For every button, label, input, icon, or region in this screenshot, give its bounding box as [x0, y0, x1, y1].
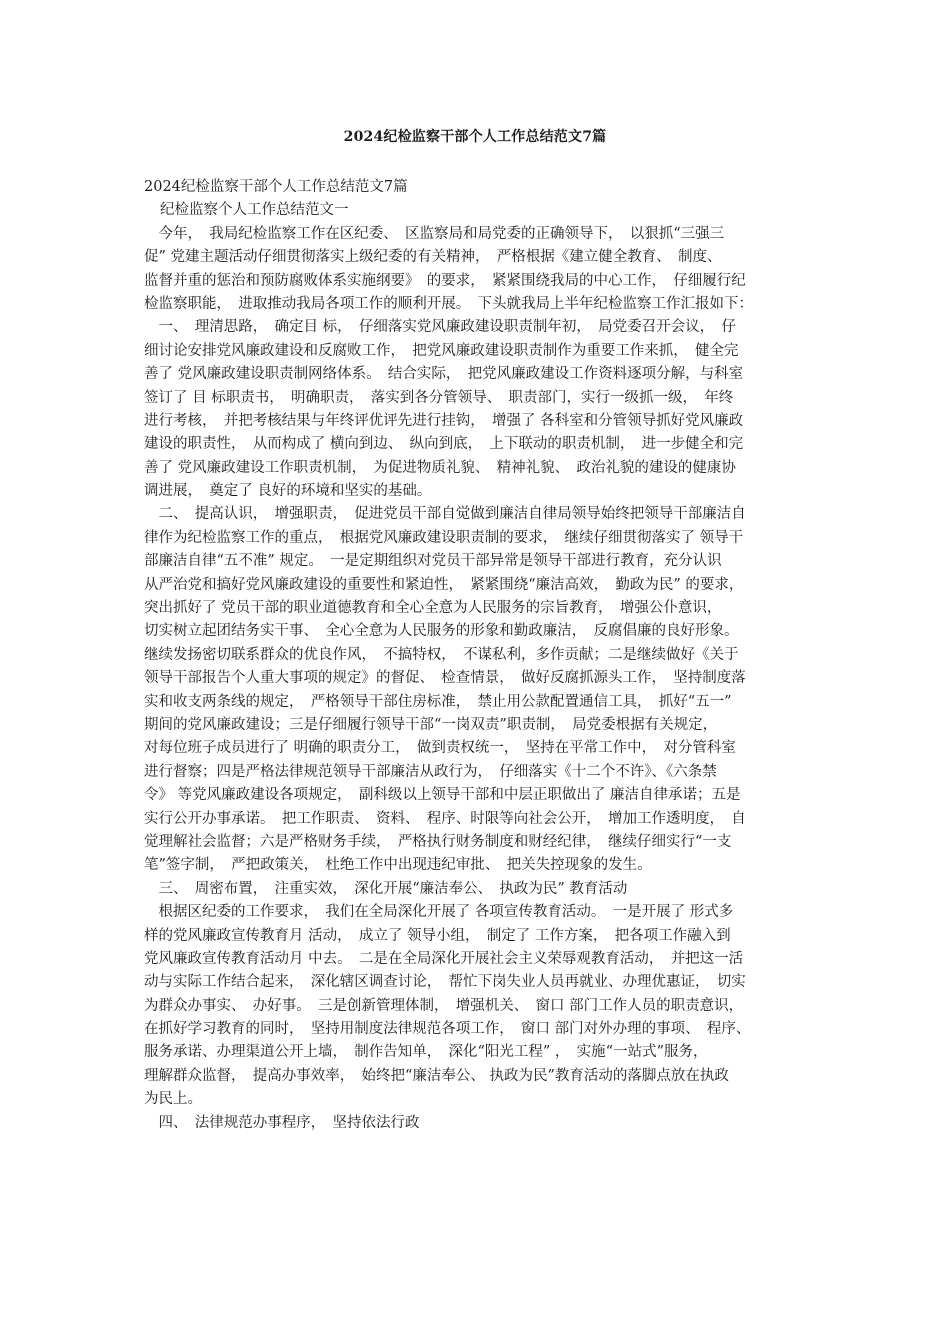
text-line: 一、 理清思路， 确定目 标， 仔细落实党风廉政建设职责制年初， 局党委召开会议， 仔: [144, 319, 736, 336]
text-line: 领导干部报告个人重大事项的规定》的督促、 检查情景， 做好反腐抓源头工作， 坚持制度落: [144, 670, 746, 687]
text-line: 今年， 我局纪检监察工作在区纪委、 区监察局和局党委的正确领导下， 以狠抓“三强三: [144, 225, 725, 242]
text-line: 从严治党和搞好党风廉政建设的重要性和紧迫性， 紧紧围绕“廉洁高效， 勤政为民” 的要求，: [144, 576, 744, 593]
text-line: 部廉洁自律“五不准” 规定。 一是定期组织对党员干部异常是领导干部进行教育，充分认识: [144, 553, 722, 570]
text-line: 签订了 目 标职责书， 明确职责， 落实到各分管领导、 职责部门，实行一级抓一级， 年终: [144, 389, 734, 406]
document-heading: 2024纪检监察干部个人工作总结范文7篇: [144, 179, 408, 195]
text-line: 四、 法律规范办事程序， 坚持依法行政: [144, 1114, 420, 1131]
text-line: 令》 等党风廉政建设各项规定， 副科级以上领导干部和中层正职做出了 廉洁自律承诺；五是: [144, 787, 741, 804]
text-line: 建设的职责性， 从而构成了 横向到边、 纵向到底， 上下联动的职责机制， 进一步健全和完: [144, 436, 744, 453]
text-line: 党风廉政宣传教育活动月 中去。 二是在全局深化开展社会主义荣辱观教育活动， 并把这一活: [144, 950, 744, 967]
text-line: 律作为纪检监察工作的重点， 根据党风廉政建设职责制的要求， 继续仔细贯彻落实了 领导干: [144, 529, 744, 546]
text-line: 细讨论安排党风廉政建设和反腐败工作， 把党风廉政建设职责制作为重要工作来抓， 健全完: [144, 342, 739, 359]
document-subheading: 纪检监察个人工作总结范文一: [160, 202, 349, 219]
text-line: 服务承诺、办理渠道公开上墙， 制作告知单， 深化“阳光工程” ， 实施“一站式”服务，: [144, 1044, 708, 1061]
text-line: 三、 周密布置， 注重实效， 深化开展“廉洁奉公、 执政为民” 教育活动: [144, 880, 628, 897]
text-line: 根据区纪委的工作要求， 我们在全局深化开展了 各项宣传教育活动。 一是开展了 形式多: [144, 904, 734, 921]
text-line: 对每位班子成员进行了 明确的职责分工， 做到责权统一， 坚持在平常工作中， 对分管科室: [144, 740, 736, 757]
paragraph-lines: [144, 223, 812, 1135]
text-line: 在抓好学习教育的同时， 坚持用制度法律规范各项工作， 窗口 部门对外办理的事项、 程序、: [144, 1021, 751, 1038]
text-line: 理解群众监督， 提高办事效率， 始终把“廉洁奉公、 执政为民”教育活动的落脚点放在执政: [144, 1067, 729, 1084]
text-line: 期间的党风廉政建设；三是仔细履行领导干部“一岗双责”职责制， 局党委根据有关规定，: [144, 716, 718, 733]
text-line: 突出抓好了 党员干部的职业道德教育和全心全意为人民服务的宗旨教育， 增强公仆意识，: [144, 600, 722, 617]
text-line: 进行督察；四是严格法律规范领导干部廉洁从政行为， 仔细落实《十二个不许》、《六条禁: [144, 763, 717, 780]
text-line: 调进展， 奠定了 良好的环境和坚实的基础。: [144, 483, 432, 500]
text-line: 监督并重的惩治和预防腐败体系实施纲要》 的要求， 紧紧围绕我局的中心工作， 仔细履行纪: [144, 272, 746, 289]
text-line: 二、 提高认识， 增强职责， 促进党员干部自觉做到廉洁自律局领导始终把领导干部廉洁自: [144, 506, 746, 523]
text-line: 善了 党风廉政建设工作职责机制， 为促进物质礼貌、 精神礼貌、 政治礼貌的建设的健康协: [144, 459, 736, 476]
text-line: 为群众办事实、 办好事。 三是创新管理体制， 增强机关、 窗口 部门工作人员的职责意识，: [144, 997, 744, 1014]
text-line: 笔”签字制， 严把政策关， 杜绝工作中出现违纪审批、 把关失控现象的发生。: [144, 857, 652, 874]
text-line: 切实树立起团结务实干事、 全心全意为人民服务的形象和勤政廉洁， 反腐倡廉的良好形象。: [144, 623, 739, 640]
text-line: 动与实际工作结合起来， 深化辖区调查讨论， 帮忙下岗失业人员再就业、办理优惠证， 切实: [144, 974, 746, 991]
page-title: 2024纪检监察干部个人工作总结范文7篇: [343, 129, 607, 145]
text-line: 促” 党建主题活动仔细贯彻落实上级纪委的有关精神， 严格根据《建立健全教育、 制度、: [144, 249, 722, 266]
text-line: 为民上。: [144, 1091, 202, 1108]
text-line: 继续发扬密切联系群众的优良作风， 不搞特权， 不谋私利，多作贡献；二是继续做好《关于: [144, 646, 739, 663]
document-body: [144, 176, 812, 1135]
text-line: 样的党风廉政宣传教育月 活动， 成立了 领导小组， 制定了 工作方案， 把各项工作融入到: [144, 927, 731, 944]
text-line: 善了 党风廉政建设职责制网络体系。 结合实际， 把党风廉政建设工作资料逐项分解，与科室: [144, 366, 744, 383]
text-line: 实和收支两条线的规定， 严格领导干部住房标准， 禁止用公款配置通信工具， 抓好“五一”: [144, 693, 732, 710]
text-line: 检监察职能， 进取推动我局各项工作的顺利开展。 下头就我局上半年纪检监察工作汇报如下：: [144, 295, 753, 312]
text-line: 觉理解社会监督；六是严格财务手续， 严格执行财务制度和财经纪律， 继续仔细实行“一支: [144, 833, 732, 850]
text-line: 进行考核， 并把考核结果与年终评优评先进行挂钩， 增强了 各科室和分管领导抓好党风廉政: [144, 412, 744, 429]
text-line: 实行公开办事承诺。 把工作职责、 资料、 程序、时限等向社会公开， 增加工作透明度， 自: [144, 810, 746, 827]
